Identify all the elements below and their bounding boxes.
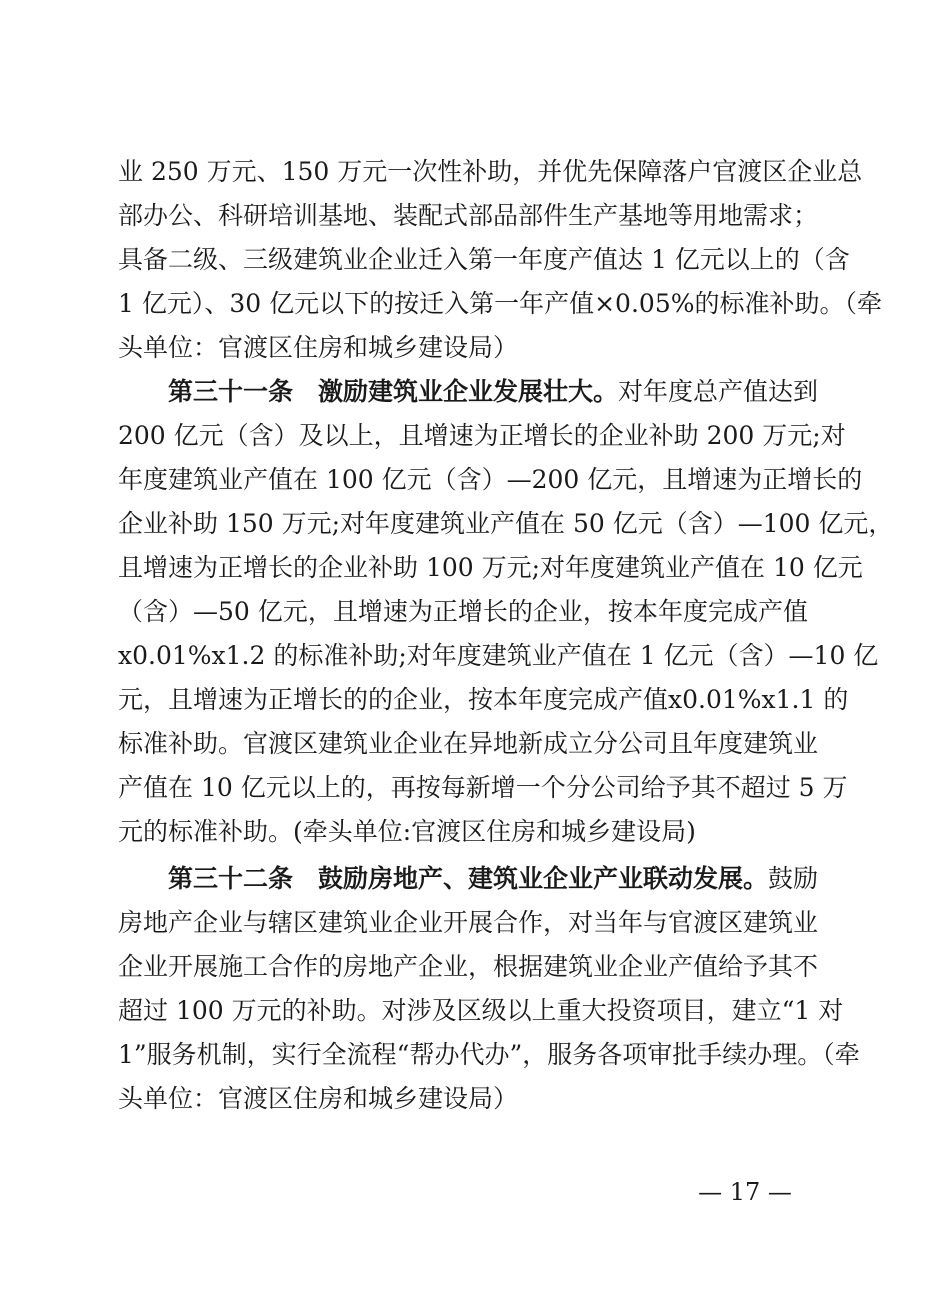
body-line: 头单位：官渡区住房和城乡建设局）	[118, 333, 519, 362]
body-line: 头单位：官渡区住房和城乡建设局）	[118, 1084, 519, 1113]
article-31-first-line	[168, 370, 819, 414]
body-line: 200 亿元（含）及以上，且增速为正增长的企业补助 200 万元;对	[118, 421, 846, 450]
body-line: 产值在 10 亿元以上的，再按每新增一个分公司给予其不超过 5 万	[118, 773, 848, 802]
article-32-first-line	[168, 857, 819, 901]
body-line: （含）—50 亿元，且增速为正增长的企业，按本年度完成产值	[118, 597, 808, 626]
article-31-heading: 第三十一条 激励建筑业企业发展壮大。	[168, 377, 619, 406]
article-32-heading: 第三十二条 鼓励房地产、建筑业企业产业联动发展。	[168, 864, 769, 893]
body-line: 业 250 万元、150 万元一次性补助，并优先保障落户官渡区企业总	[118, 157, 863, 186]
page-number: — 17 —	[698, 1178, 792, 1206]
body-line: 年度建筑业产值在 100 亿元（含）—200 亿元，且增速为正增长的	[118, 465, 863, 494]
body-line: 企业开展施工合作的房地产企业，根据建筑业企业产值给予其不	[118, 952, 819, 981]
body-line: 元的标准补助。(牵头单位:官渡区住房和城乡建设局)	[118, 817, 696, 846]
body-line: 房地产企业与辖区建筑业企业开展合作，对当年与官渡区建筑业	[118, 908, 819, 937]
body-line: 超过 100 万元的补助。对涉及区级以上重大投资项目，建立“1 对	[118, 996, 844, 1025]
body-line: 1”服务机制，实行全流程“帮办代办”，服务各项审批手续办理。（牵	[118, 1040, 860, 1069]
body-line: 部办公、科研培训基地、装配式部品部件生产基地等用地需求；	[118, 201, 819, 230]
body-line: 标准补助。官渡区建筑业企业在异地新成立分公司且年度建筑业	[118, 729, 819, 758]
article-32-text: 鼓励	[768, 864, 819, 893]
body-line: 具备二级、三级建筑业企业迁入第一年度产值达 1 亿元以上的（含	[118, 245, 850, 274]
body-line: 且增速为正增长的企业补助 100 万元;对年度建筑业产值在 10 亿元	[118, 553, 863, 582]
body-line: 企业补助 150 万元;对年度建筑业产值在 50 亿元（含）—100 亿元，	[118, 509, 894, 538]
body-line: 元，且增速为正增长的的企业，按本年度完成产值x0.01%x1.1 的	[118, 685, 849, 714]
body-line: 1 亿元）、30 亿元以下的按迁入第一年产值×0.05%的标准补助。（牵	[118, 289, 882, 318]
body-line: x0.01%x1.2 的标准补助;对年度建筑业产值在 1 亿元（含）—10 亿	[118, 641, 879, 670]
article-31-text: 对年度总产值达到	[618, 377, 819, 406]
